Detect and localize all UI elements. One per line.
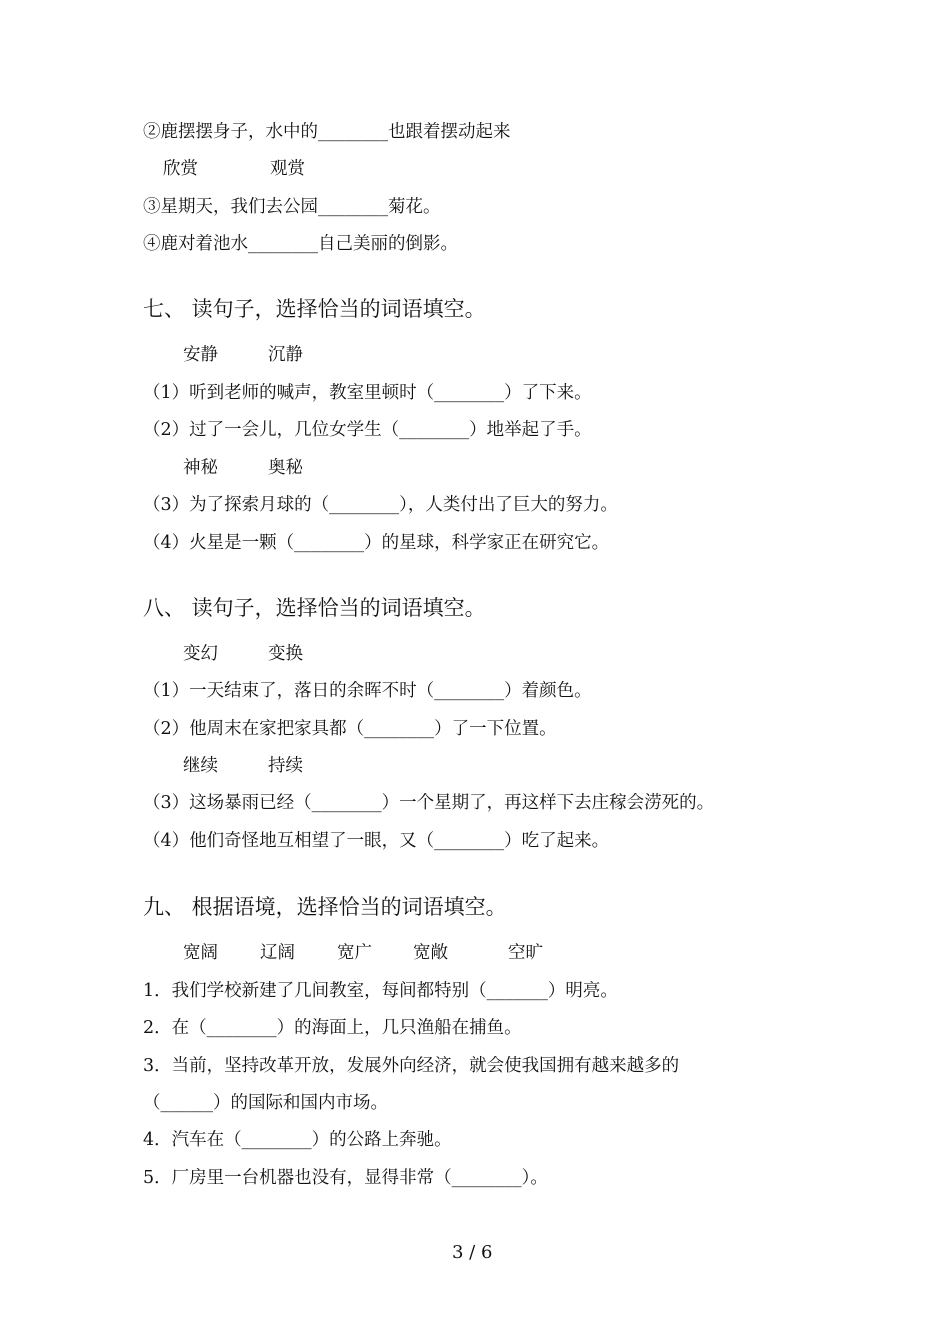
word-option: 继续 (183, 756, 218, 776)
question-7-3: （3）为了探索月球的（________），人类付出了巨大的努力。 (143, 495, 618, 515)
question-9-5: 5．厂房里一台机器也没有，显得非常（________）。 (143, 1168, 548, 1188)
question-7-1: （1）听到老师的喊声，教室里顿时（________）了下来。 (143, 383, 592, 403)
word-option: 宽阔 (183, 943, 218, 963)
word-option: 宽敞 (413, 943, 448, 963)
section-9-heading: 九、 根据语境，选择恰当的词语填空。 (143, 895, 507, 919)
word-option: 奥秘 (268, 458, 303, 478)
section-7-heading: 七、 读句子，选择恰当的词语填空。 (143, 297, 486, 321)
question-7-2: （2）过了一会儿，几位女学生（________）地举起了手。 (143, 420, 592, 440)
question-7-4: （4）火星是一颗（________）的星球，科学家正在研究它。 (143, 533, 610, 553)
question-9-4: 4．汽车在（________）的公路上奔驰。 (143, 1130, 452, 1150)
word-option: 变换 (268, 644, 303, 664)
word-option: 辽阔 (260, 943, 295, 963)
question-9-1: 1．我们学校新建了几间教室，每间都特别（_______）明亮。 (143, 981, 618, 1001)
word-option: 沉静 (268, 345, 303, 365)
question-6-3: ③星期天，我们去公园________菊花。 (143, 197, 441, 217)
question-6-2: ②鹿摆摆身子，水中的________也跟着摆动起来 (143, 122, 511, 142)
question-8-3: （3）这场暴雨已经（________）一个星期了，再这样下去庄稼会涝死的。 (143, 793, 715, 813)
question-6-4: ④鹿对着池水________自己美丽的倒影。 (143, 234, 458, 254)
section-8-heading: 八、 读句子，选择恰当的词语填空。 (143, 596, 486, 620)
word-option: 空旷 (508, 943, 543, 963)
question-9-3-cont: （______）的国际和国内市场。 (143, 1093, 388, 1113)
word-option: 欣赏 (163, 159, 198, 179)
page-number: 3 / 6 (452, 1242, 493, 1263)
question-9-2: 2．在（________）的海面上，几只渔船在捕鱼。 (143, 1018, 522, 1038)
question-9-3: 3．当前，坚持改革开放，发展外向经济，就会使我国拥有越来越多的 (143, 1056, 680, 1076)
question-8-1: （1）一天结束了，落日的余晖不时（________）着颜色。 (143, 681, 592, 701)
word-option: 持续 (268, 756, 303, 776)
word-option: 神秘 (183, 458, 218, 478)
word-option: 宽广 (337, 943, 372, 963)
word-option: 变幻 (183, 644, 218, 664)
question-8-4: （4）他们奇怪地互相望了一眼，又（________）吃了起来。 (143, 831, 610, 851)
word-option: 安静 (183, 345, 218, 365)
question-8-2: （2）他周末在家把家具都（________）了一下位置。 (143, 719, 557, 739)
word-option: 观赏 (270, 159, 305, 179)
